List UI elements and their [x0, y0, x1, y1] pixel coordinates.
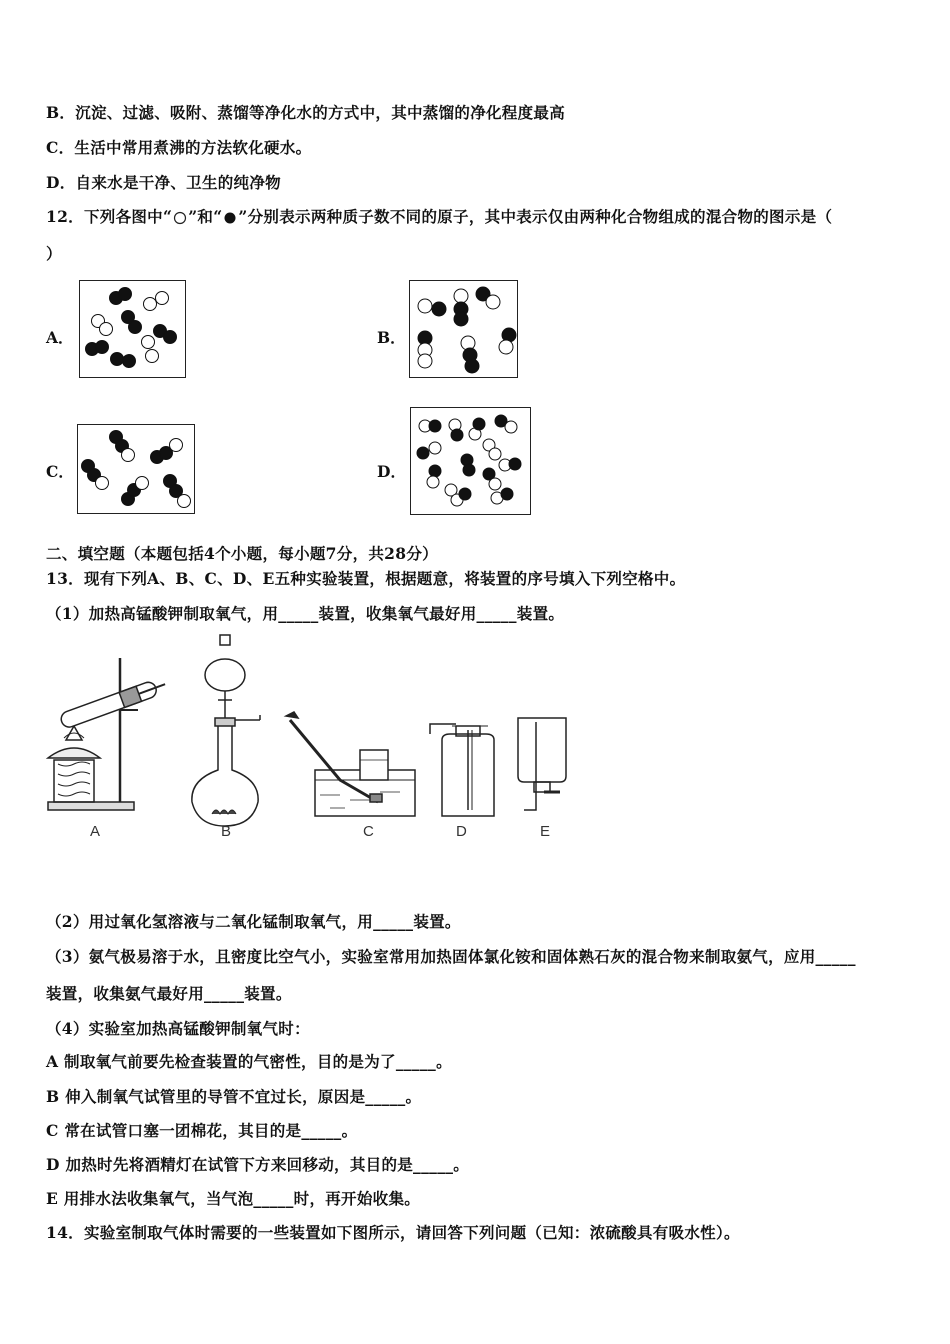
q12-diagram-c	[77, 424, 195, 514]
q13-part-4d: D 加热时先将酒精灯在试管下方来回移动，其目的是_____。	[46, 1155, 470, 1174]
apparatus-c	[286, 712, 415, 816]
q12-diagram-d	[410, 407, 531, 515]
q11-option-c: C．生活中常用煮沸的方法软化硬水。	[46, 138, 312, 157]
q12-option-a-label: A．	[46, 328, 74, 347]
apparatus-figure	[40, 630, 600, 840]
q13-part-2: （2）用过氧化氢溶液与二氧化锰制取氧气，用_____装置。	[46, 912, 461, 931]
q13-part-4e: E 用排水法收集氧气，当气泡_____时，再开始收集。	[46, 1189, 421, 1208]
q12-close-paren: ）	[46, 244, 62, 263]
q12-diagram-a	[79, 280, 186, 378]
apparatus-a	[48, 658, 168, 810]
apparatus-b	[192, 635, 260, 826]
q13-part-4c: C 常在试管口塞一团棉花，其目的是_____。	[46, 1121, 358, 1140]
apparatus-label-c: C	[363, 823, 374, 840]
q12-diagram-b	[409, 280, 518, 378]
q14-stem: 14．实验室制取气体时需要的一些装置如下图所示，请回答下列问题（已知：浓硫酸具有吸水性）。	[46, 1223, 740, 1242]
q13-part-3b: 装置，收集氨气最好用_____装置。	[46, 984, 292, 1003]
apparatus-label-a: A	[90, 823, 101, 840]
apparatus-label-b: B	[221, 823, 232, 840]
apparatus-e	[518, 718, 566, 810]
black-atom-icon	[222, 211, 238, 225]
q13-part-1: （1）加热高锰酸钾制取氧气，用_____装置，收集氧气最好用_____装置。	[46, 604, 565, 623]
q12-stem-part3: ”分别表示两种质子数不同的原子，其中表示仅由两种化合物组成的混合物的图示是（	[238, 207, 833, 226]
q12-option-c-label: C．	[46, 462, 74, 481]
q13-part-3a: （3）氨气极易溶于水，且密度比空气小，实验室常用加热固体氯化铵和固体熟石灰的混合物来制取氨气，应用_____	[46, 947, 856, 966]
q12-stem-part1: 12．下列各图中“	[46, 207, 173, 226]
q13-part-4a: A 制取氧气前要先检查装置的气密性，目的是为了_____。	[46, 1052, 452, 1071]
q12-option-d-label: D．	[377, 462, 406, 481]
q12-stem	[46, 205, 832, 227]
q11-option-b: B．沉淀、过滤、吸附、蒸馏等净化水的方式中，其中蒸馏的净化程度最高	[46, 103, 566, 122]
apparatus-d	[430, 724, 494, 816]
q13-part-4b: B 伸入制氧气试管里的导管不宜过长，原因是_____。	[46, 1087, 422, 1106]
q12-option-b-label: B．	[377, 328, 406, 347]
white-atom-icon	[172, 211, 188, 225]
apparatus-drawing	[40, 630, 600, 830]
section-2-title: 二、填空题（本题包括4个小题，每小题7分，共28分）	[46, 544, 438, 563]
q11-option-d: D．自来水是干净、卫生的纯净物	[46, 173, 281, 192]
apparatus-label-e: E	[540, 823, 551, 840]
q12-stem-part2: ”和“	[188, 207, 223, 226]
q13-part-4: （4）实验室加热高锰酸钾制氧气时：	[46, 1019, 310, 1038]
q13-stem: 13．现有下列A、B、C、D、E五种实验装置，根据题意，将装置的序号填入下列空格中。	[46, 569, 686, 588]
apparatus-label-d: D	[456, 823, 467, 840]
